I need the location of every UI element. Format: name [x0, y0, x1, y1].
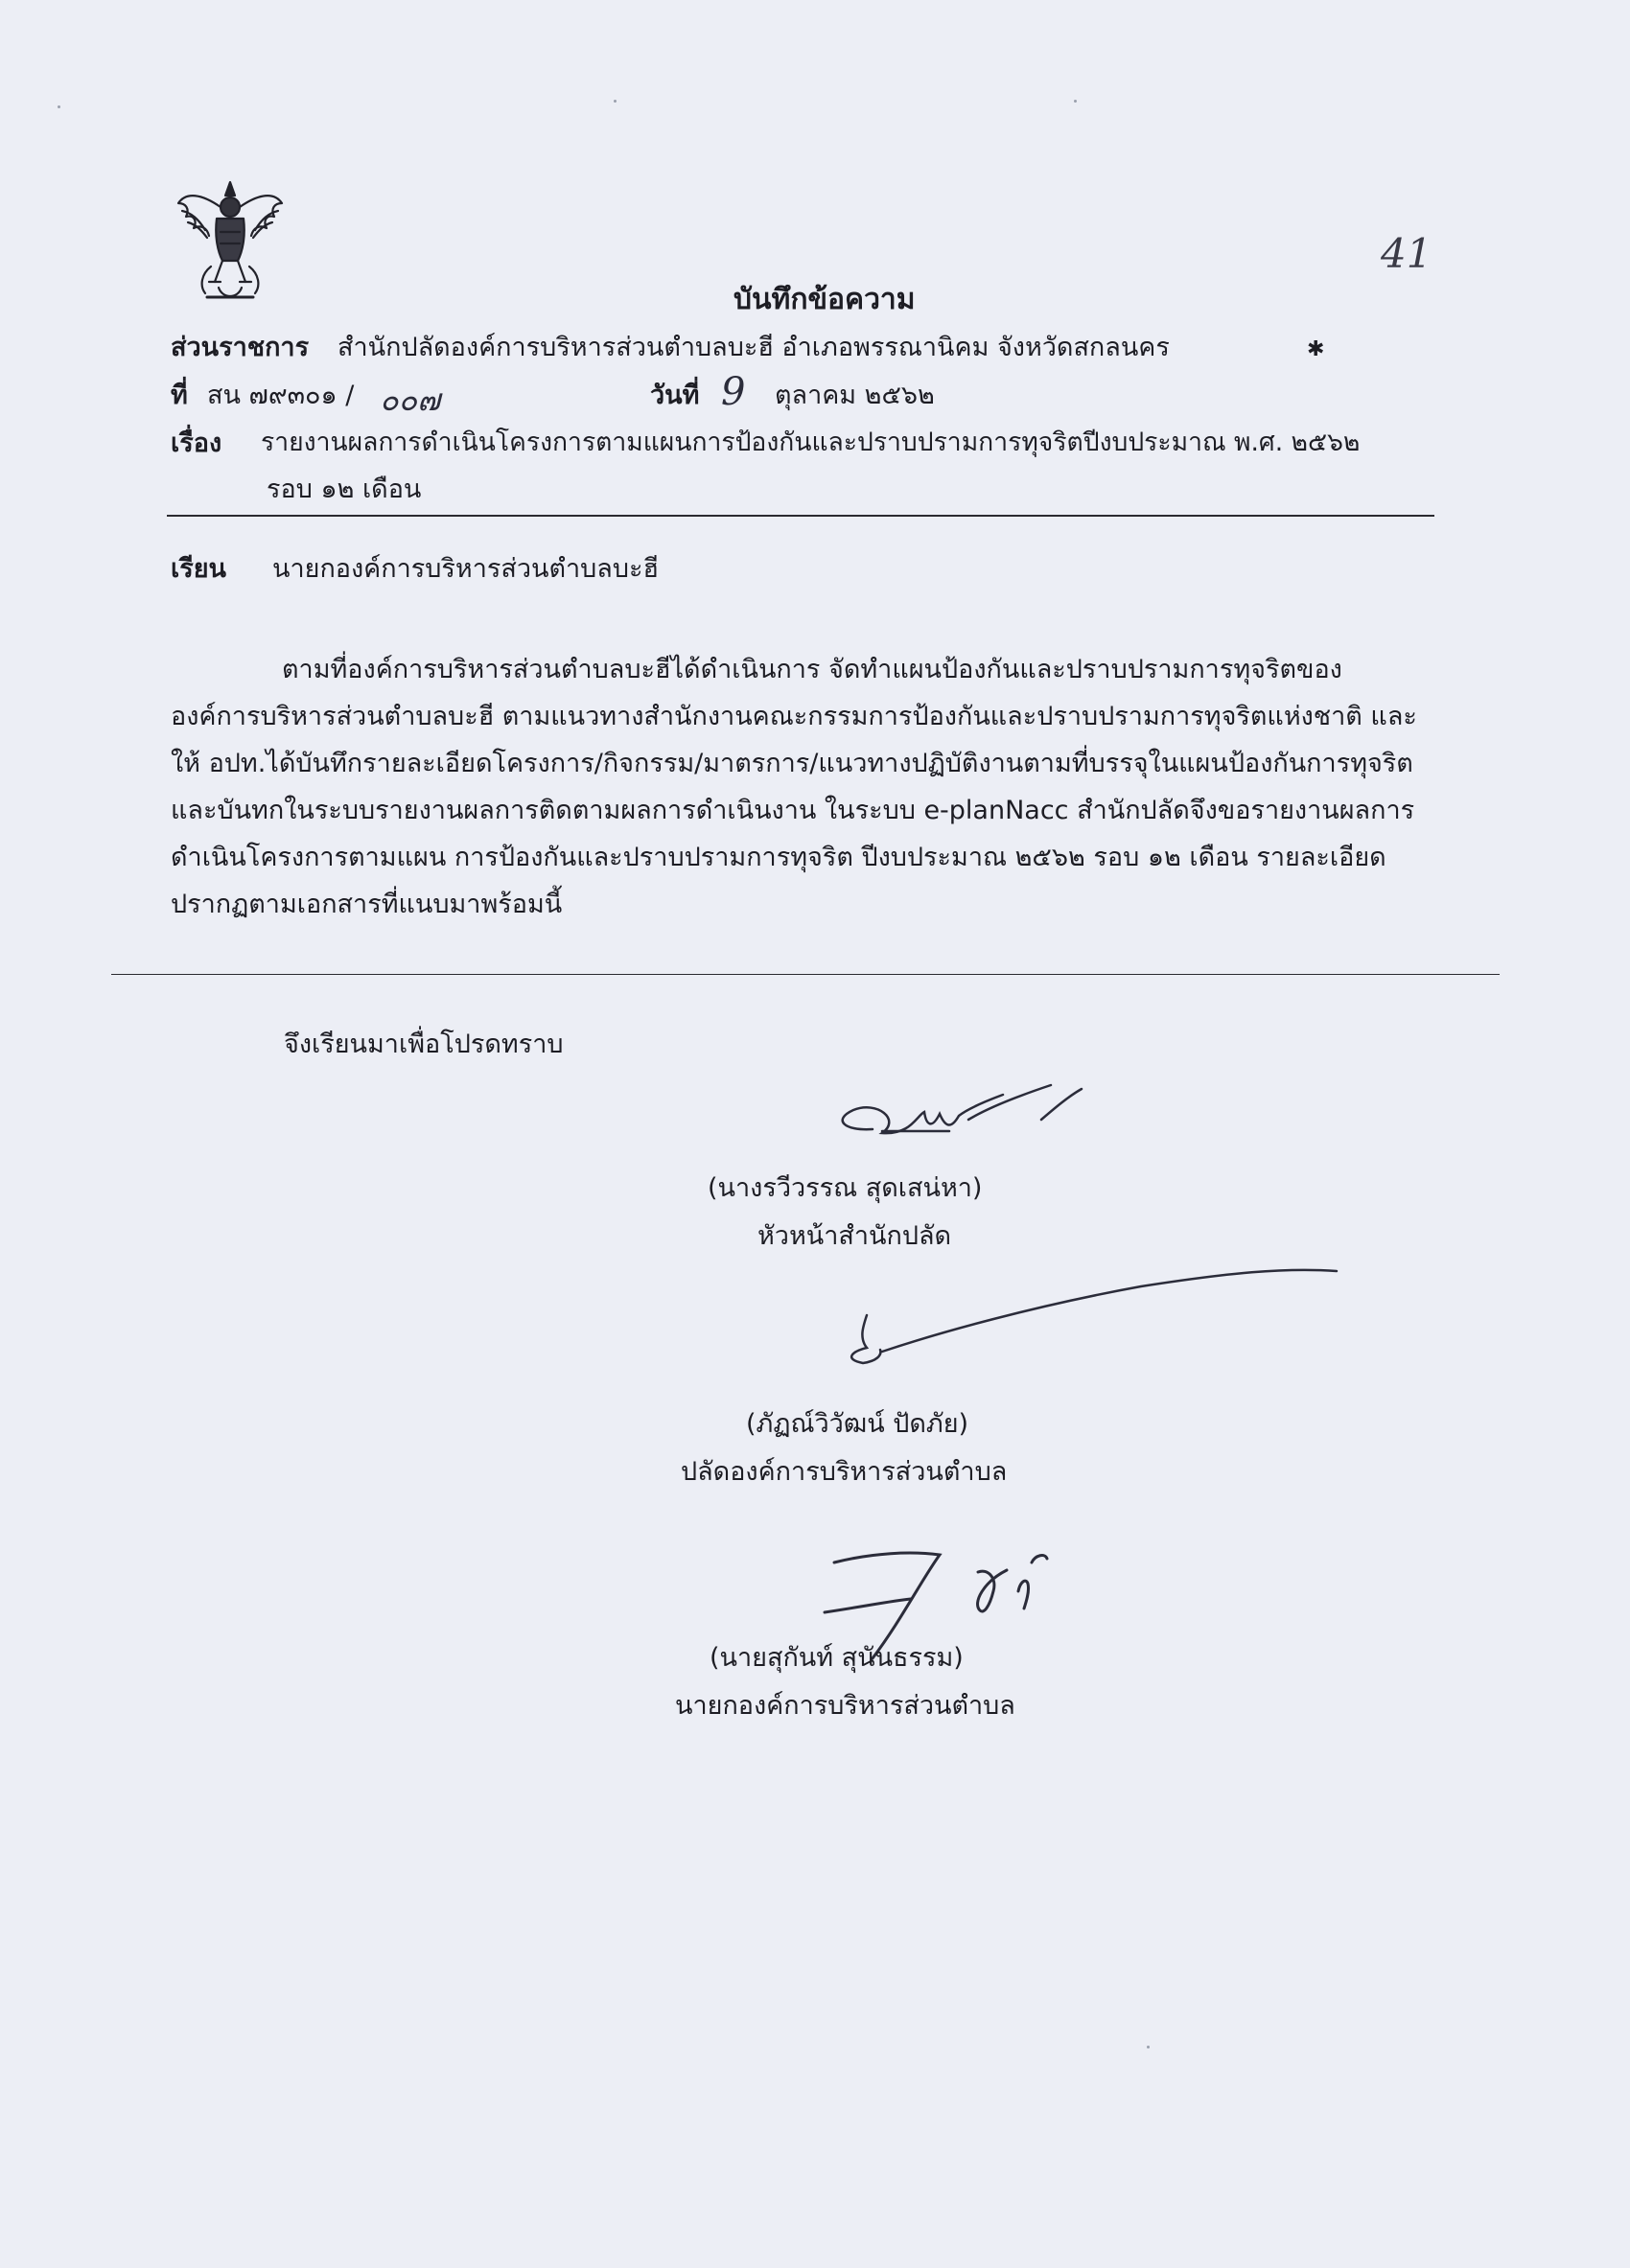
signatory-3-position: นายกองค์การบริหารส่วนตำบล: [675, 1691, 1015, 1721]
signature-2: [825, 1246, 1342, 1380]
body-line: และบันทกในระบบรายงานผลการติดตามผลการดำเนินงาน ในระบบ e-planNacc สำนักปลัดจึงขอรายงานผลการ: [171, 796, 1415, 825]
asterisk-mark: ✱: [1307, 337, 1325, 361]
date-day-handwritten: 9: [721, 370, 746, 414]
scan-speck: [1074, 100, 1077, 103]
ref-label: ที่: [171, 381, 188, 410]
body-line: ให้ อปท.ได้บันทึกรายละเอียดโครงการ/กิจกรรม/มาตรการ/แนวทางปฏิบัติงานตามที่บรรจุในแผนป้องกันการทุจริต: [171, 749, 1413, 778]
garuda-emblem-icon: [173, 174, 288, 309]
department-value: สำนักปลัดองค์การบริหารส่วนตำบลบะฮี อำเภอพรรณานิคม จังหวัดสกลนคร: [338, 333, 1170, 362]
department-label: ส่วนราชการ: [171, 333, 310, 362]
date-month-year: ตุลาคม ๒๕๖๒: [775, 381, 935, 410]
body-line: องค์การบริหารส่วนตำบลบะฮี ตามแนวทางสำนักงานคณะกรรมการป้องกันและปราบปรามการทุจริตแห่งชาติ และ: [171, 702, 1417, 731]
subject-line-2: รอบ ๑๒ เดือน: [267, 474, 422, 504]
ref-handwritten: ๐๐๗: [380, 382, 441, 418]
signatory-1-position: หัวหน้าสำนักปลัด: [757, 1221, 952, 1251]
signatory-1-name: (นางรวีวรรณ สุดเสน่หา): [708, 1173, 983, 1203]
scan-speck: [58, 105, 60, 108]
scan-speck: [614, 100, 617, 103]
signature-1: [825, 1062, 1112, 1158]
closing-text: จึงเรียนมาเพื่อโปรดทราบ: [284, 1030, 564, 1059]
body-line: ดำเนินโครงการตามแผน การป้องกันและปราบปรามการทุจริต ปีงบประมาณ ๒๕๖๒ รอบ ๑๒ เดือน รายละเอียด: [171, 843, 1386, 872]
salutation-label: เรียน: [171, 554, 227, 584]
subject-label: เรื่อง: [171, 428, 222, 458]
page-number: 41: [1381, 230, 1432, 277]
signatory-2-name: (ภัฏณ์วิวัฒน์ ปัดภัย): [746, 1409, 969, 1439]
salutation-value: นายกองค์การบริหารส่วนตำบลบะฮี: [272, 554, 659, 584]
body-line: ตามที่องค์การบริหารส่วนตำบลบะฮีได้ดำเนินการ จัดทำแผนป้องกันและปราบปรามการทุจริตของ: [282, 655, 1342, 684]
signatory-3-name: (นายสุกันท์ สุนันธรรม): [710, 1643, 964, 1673]
body-line: ปรากฏตามเอกสารที่แนบมาพร้อมนี้: [171, 890, 563, 919]
body-divider: [111, 974, 1500, 975]
memo-title: บันทึกข้อความ: [734, 283, 916, 316]
subject-line-1: รายงานผลการดำเนินโครงการตามแผนการป้องกันและปราบปรามการทุจริตปีงบประมาณ พ.ศ. ๒๕๖๒: [261, 428, 1361, 457]
ref-number: สน ๗๙๓๐๑ /: [207, 381, 355, 410]
signatory-2-position: ปลัดองค์การบริหารส่วนตำบล: [681, 1457, 1008, 1487]
date-label: วันที่: [650, 381, 700, 410]
header-divider: [167, 515, 1434, 517]
scan-speck: [1147, 2046, 1150, 2048]
